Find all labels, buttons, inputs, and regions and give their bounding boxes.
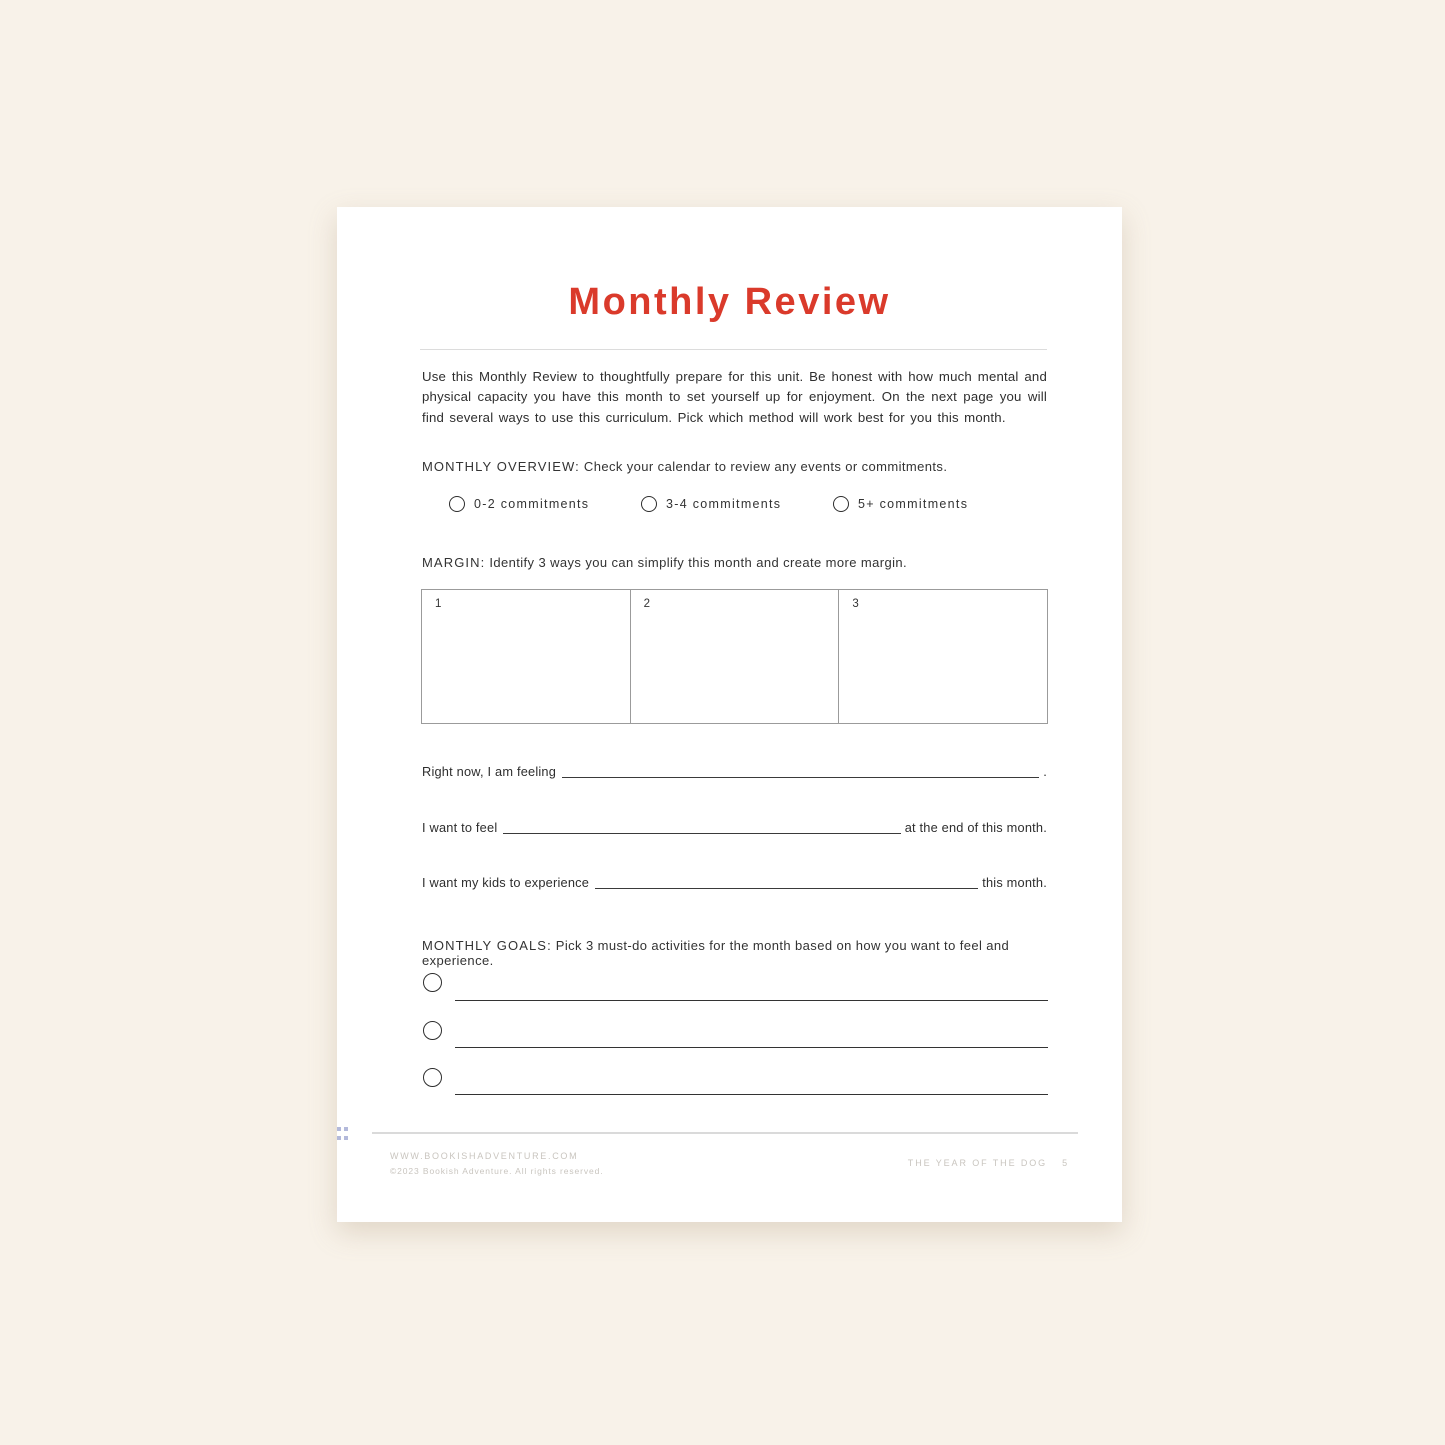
margin-box-number: 1 <box>435 598 442 610</box>
footer-divider <box>372 1132 1078 1134</box>
commitment-option-label: 0-2 commitments <box>474 497 590 511</box>
radio-circle-icon[interactable] <box>641 496 657 512</box>
commitment-option-label: 3-4 commitments <box>666 497 782 511</box>
margin-ideas-table <box>421 589 1048 724</box>
want-to-feel-blank[interactable] <box>503 821 900 834</box>
footer-page-number: 5 <box>1062 1158 1069 1168</box>
want-to-feel-row <box>422 819 1047 835</box>
feeling-now-blank[interactable] <box>562 765 1039 778</box>
margin-box-1[interactable] <box>422 590 631 723</box>
overview-section-description: Check your calendar to review any events or commitments. <box>579 459 948 474</box>
margin-box-3[interactable] <box>839 590 1047 723</box>
goals-section-description: Pick 3 must-do activities for the month based on how you want to feel and experience. <box>422 938 1010 968</box>
intro-paragraph: Use this Monthly Review to thoughtfully prepare for this unit. Be honest with how much mental and physical capacity you have this month to set yourself up for enjoyment. On the next page you will find several ways to use this curriculum. Pick which method will work best for you this month. <box>422 369 1047 425</box>
commitment-option-label: 5+ commitments <box>858 497 969 511</box>
margin-box-2[interactable] <box>631 590 840 723</box>
margin-section-heading <box>422 555 1062 570</box>
goal-checkbox-circle-3[interactable] <box>423 1068 442 1087</box>
margin-section-description: Identify 3 ways you can simplify this month and create more margin. <box>485 555 908 570</box>
commitment-option-5plus[interactable] <box>833 496 968 512</box>
feeling-now-suffix: . <box>1043 764 1047 779</box>
page-title: Monthly Review <box>568 281 891 323</box>
goal-checkbox-circle-2[interactable] <box>423 1021 442 1040</box>
goal-blank-line-2[interactable] <box>455 1047 1048 1048</box>
title-divider <box>420 349 1047 350</box>
footer-left <box>390 1151 604 1176</box>
footer-copyright: ©2023 Bookish Adventure. All rights reserved. <box>390 1166 604 1176</box>
goal-checkbox-circle-1[interactable] <box>423 973 442 992</box>
goals-section-label: MONTHLY GOALS: <box>422 938 552 953</box>
overview-section-label: MONTHLY OVERVIEW: <box>422 459 580 474</box>
feeling-now-row <box>422 763 1047 779</box>
worksheet-page <box>337 207 1122 1222</box>
radio-circle-icon[interactable] <box>449 496 465 512</box>
kids-experience-suffix: this month. <box>982 875 1047 890</box>
commitment-option-3-4[interactable] <box>641 496 781 512</box>
want-to-feel-suffix: at the end of this month. <box>904 820 1047 835</box>
footer-website: WWW.BOOKISHADVENTURE.COM <box>390 1151 579 1161</box>
feeling-now-prefix: Right now, I am feeling <box>422 764 557 779</box>
footer-right <box>908 1158 1069 1168</box>
margin-box-number: 3 <box>852 598 859 610</box>
page-edge-artifact <box>337 1127 349 1145</box>
footer-book-title: THE YEAR OF THE DOG <box>907 1158 1048 1168</box>
radio-circle-icon[interactable] <box>833 496 849 512</box>
margin-section-label: MARGIN: <box>422 555 486 570</box>
kids-experience-row <box>422 874 1047 890</box>
goals-section-heading <box>422 938 1062 968</box>
goal-blank-line-1[interactable] <box>455 1000 1048 1001</box>
margin-box-number: 2 <box>643 598 651 610</box>
commitment-option-0-2[interactable] <box>449 496 589 512</box>
want-to-feel-prefix: I want to feel <box>422 820 498 835</box>
overview-section-heading <box>422 459 1062 474</box>
goal-blank-line-3[interactable] <box>455 1094 1048 1095</box>
kids-experience-blank[interactable] <box>595 876 978 889</box>
kids-experience-prefix: I want my kids to experience <box>422 875 590 890</box>
